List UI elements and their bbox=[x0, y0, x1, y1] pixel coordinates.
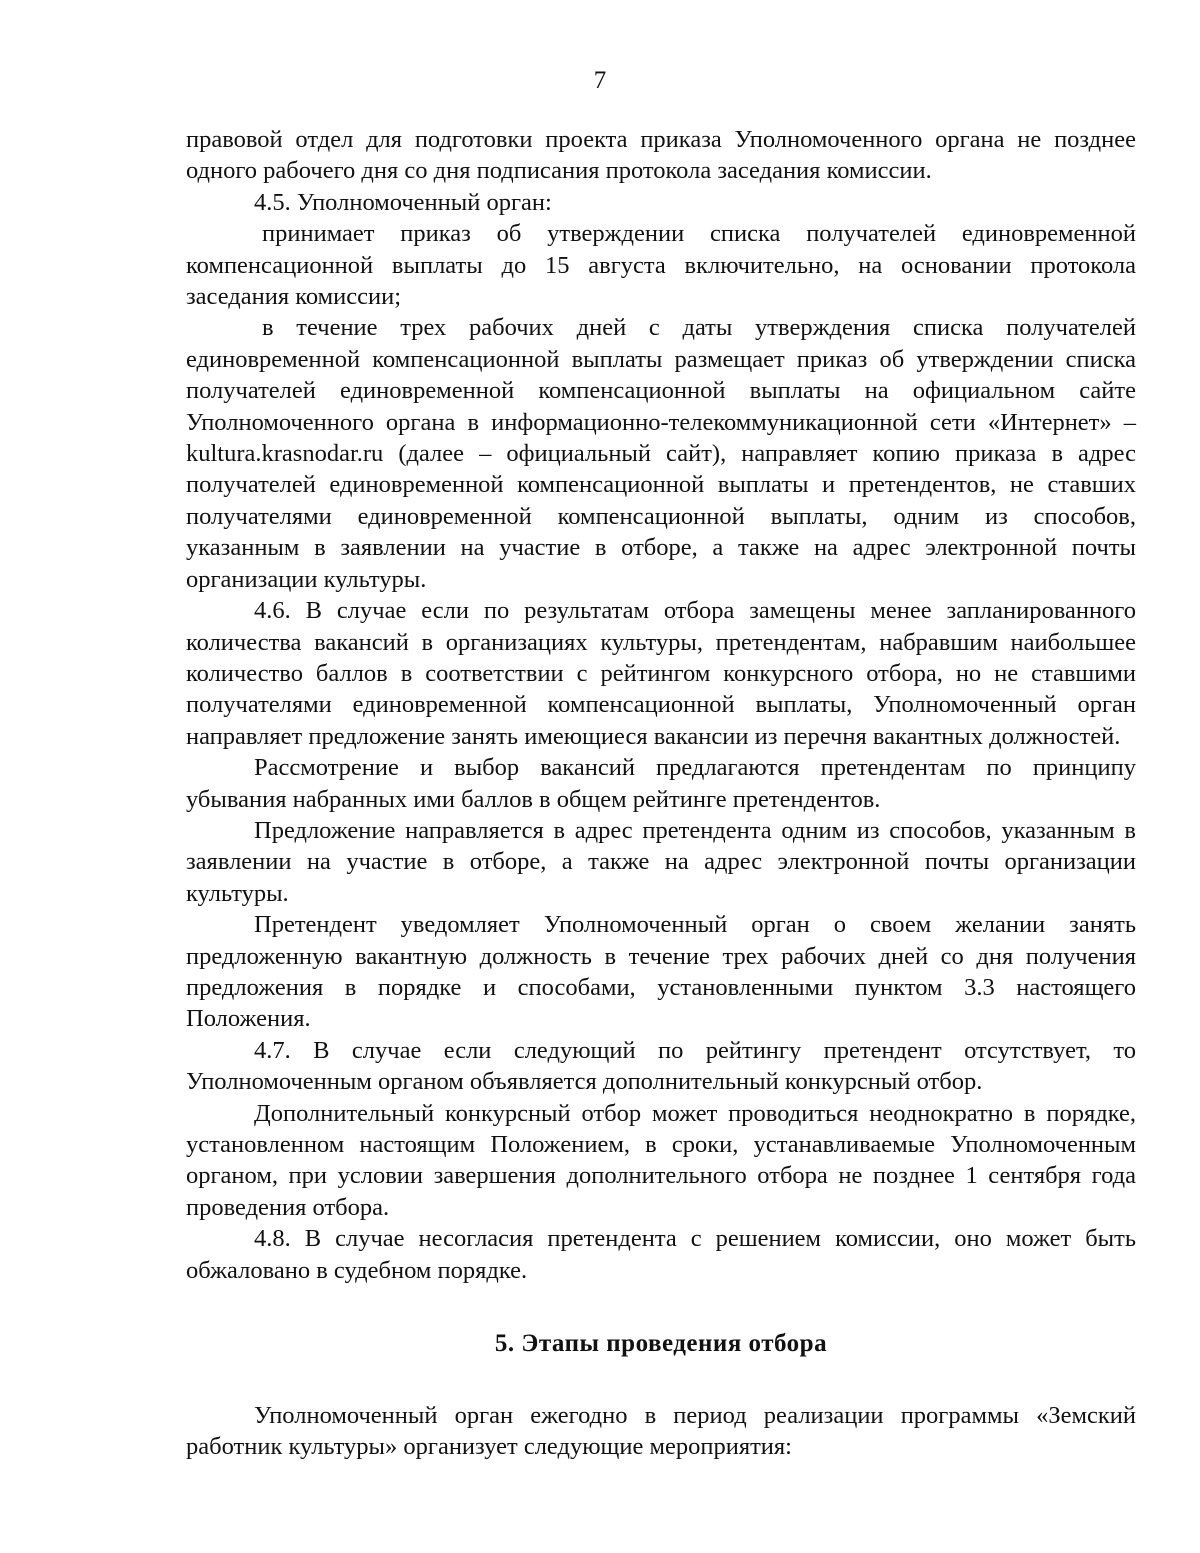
paragraph-4-5-heading: 4.5. Уполномоченный орган: bbox=[254, 188, 552, 216]
section-5-paragraph: Уполномоченный орган ежегодно в период реализации программы «Земский работник культуры» организует следующие мероприятия: bbox=[186, 1402, 1136, 1461]
paragraph-4-6-consideration: Рассмотрение и выбор вакансий предлагаются претендентам по принципу убывания набранных ими баллов в общем рейтинге претендентов. bbox=[186, 754, 1136, 813]
paragraph-4-5-item-1: принимает приказ об утверждении списка получателей единовременной компенсационной выплаты до 15 августа включительно, на основании протокола заседания комиссии; bbox=[186, 220, 1136, 311]
paragraph-continuation: правовой отдел для подготовки проекта приказа Уполномоченного органа не позднее одного рабочего дня со дня подписания протокола заседания комиссии. bbox=[186, 126, 1136, 185]
document-body bbox=[186, 124, 1136, 1463]
paragraph-4-7-additional: Дополнительный конкурсный отбор может проводиться неоднократно в порядке, установленном настоящим Положением, в сроки, устанавливаемые Уполномоченным органом, при условии завершения дополнительного отбора не позднее 1 сентября года проведения отбора. bbox=[186, 1099, 1136, 1221]
section-heading: 5. Этапы проведения отбора bbox=[494, 1330, 828, 1358]
paragraph-4-7: 4.7. В случае если следующий по рейтингу претендент отсутствует, то Уполномоченным органом объявляется дополнительный конкурсный отбор. bbox=[186, 1036, 1136, 1096]
paragraph-4-6-notification: Претендент уведомляет Уполномоченный орган о своем желании занять предложенную вакантную должность в течение трех рабочих дней со дня получения предложения в порядке и способами, установленными пунктом 3.3 настоящего Положения. bbox=[186, 911, 1136, 1033]
paragraph-4-5-item-2: в течение трех рабочих дней с даты утверждения списка получателей единовременной компенсационной выплаты размещает приказ об утверждении списка получателей единовременной компенсационной выплаты на официальном сайте Уполномоченного органа в информационно-телекоммуникационной сети «Интернет» – kultura.krasnodar.ru (далее – официальный сайт), направляет копию приказа в адрес получателей единовременной компенсационной выплаты и претендентов, не ставших получателями единовременной компенсационной выплаты, одним из способов, указанным в заявлении на участие в отборе, а также на адрес электронной почты организации культуры. bbox=[186, 314, 1136, 593]
paragraph-4-8: 4.8. В случае несогласия претендента с решением комиссии, оно может быть обжаловано в судебном порядке. bbox=[186, 1225, 1136, 1284]
paragraph-4-6-offer: Предложение направляется в адрес претендента одним из способов, указанным в заявлении на участие в отборе, а также на адрес электронной почты организации культуры. bbox=[186, 816, 1136, 907]
page-number: 7 bbox=[593, 67, 607, 94]
paragraph-4-6: 4.6. В случае если по результатам отбора замещены менее запланированного количества вакансий в организациях культуры, претендентам, набравшим наибольшее количество баллов в соответствии с рейтингом конкурсного отбора, но не ставшими получателями единовременной компенсационной выплаты, Уполномоченный орган направляет предложение занять имеющиеся вакансии из перечня вакантных должностей. bbox=[186, 597, 1136, 750]
